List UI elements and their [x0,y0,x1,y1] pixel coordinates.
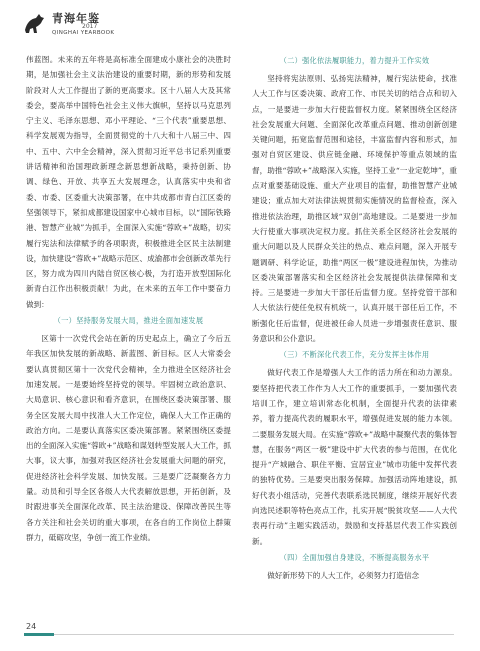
section-heading: （四）全面加强自身建设，不断提高服务水平 [279,552,430,562]
paragraph: 坚持将宪法原则、弘扬宪法精神，履行宪法使命，找准人大工作与区委决策、政府工作、市民关切的结合点和切入点，一是要进一步加大行使监督权力度。紧紧围绕全区经济社会发展重大问题、全面深化改革重点问题、推动创新创建关键问题，拓宽监督范围和途径，丰富监督内容和形式，加强对自贸区建设、供应链金融、环境保护等重点领域的监督，助推“蓉欧+”战略深入实施，坚持工业“一业定乾坤”，重点对重要基础设施、重大产业项目的监督，助推智慧产业城建设；重点加大对法律法规贯彻实施情况的监督检查，深入推进依法治理，助推区域“双创”高地建设。二是要进一步加大行使重大事项决定权力度。抓住关系全区经济社会发展的重大问题以及人民群众关注的热点、难点问题，深入开展专题调研、科学论证，助推“两区一极”建设进程加快，为推动区委决策部署落实和全区经济社会发展提供法律保障和支持。三是要进一步加大干部任后监督力度。坚持党管干部和人大依法行使任免权有机统一，认真开展干部任后工作，不断强化任后监督，促进被任命人员进一步增强责任意识、服务意识和公仆意识。 [252,74,457,344]
yearbook-subtitle: QINGHAI YEARBOOK [52,30,115,36]
paragraph: 伟蓝图。未来的五年将是高标准全面建成小康社会的决胜时期，是加强社会主义法治建设的重要时期，新的形势和发展阶段对人大工作提出了新的更高要求。区十八届人大及其常委会，要高举中国特色社会主义伟大旗帜，坚持以马克思列宁主义、毛泽东思想、邓小平理论、“三个代表”重要思想、科学发展观为指导，全面贯彻党的十八大和十八届三中、四中、五中、六中全会精神，深入贯彻习近平总书记系列重要讲话精神和治国理政新理念新思想新战略，秉持创新、协调、绿色、开放、共享五大发展理念，认真落实中央和省委、市委、区委重大决策部署，在中共成都市青白江区委的坚强领导下，紧扣成都建设国家中心城市目标，以“国际铁路港、智慧产业城”为抓手，全面深入实施“蓉欧+”战略，切实履行宪法和法律赋予的各项职责，积极推进全区民主法制建设，加快建设“蓉欧+”战略示范区、成渝都市会创新改革先行区，努力成为四川内陆自贸区核心极，为打造开放型国际化新青白江作出积极贡献！为此，在未来的五年工作中要奋力做到： [26,55,231,309]
yearbook-logo [22,8,132,42]
section-heading: （一）坚持服务发展大局，推进全面加速发展 [53,316,204,326]
paragraph: 区第十一次党代会站在新的历史起点上，确立了今后五年我区加快发展的新战略、新蓝图、新目标。区人大常委会要认真贯彻区第十一次党代会精神，全力推进全区经济社会加速发展。一是要始终坚持党的领导。牢固树立政治意识、大局意识、核心意识和看齐意识，在围绕区委决策部署、服务全区发展大局中找准人大工作定位，确保人大工作正确的政治方向。二是要认真落实区委决策部署。紧紧围绕区委提出的全面深入实施“蓉欧+”战略和谋划转型发展人大工作，抓大事，议大事，加强对我区经济社会发展重大问题的研究，促进经济社会科学发展、加快发展。三是要广泛凝聚各方力量。动员和引导全区各级人大代表解放思想，开拓创新，及时跟进事关全面深化改革、民主法治建设、保障改善民生等各方关注和社会关切的重大事项，在各自的工作岗位上群策群力，砥砺攻坚，争创一流工作业绩。 [26,334,231,542]
section-heading: （二）强化依法履职能力，着力提升工作实效 [279,56,430,65]
footer-accent [24,633,54,636]
right-column [252,52,457,583]
yearbook-title: 青海年鉴 [52,12,100,25]
paragraph: 做好新形势下的人大工作，必须努力打造信念 [267,570,420,580]
paragraph: 做好代表工作是增强人大工作的活力所在和动力源泉。要坚持把代表工作作为人大工作的重要抓手，一要加强代表培训工作，建立培训常态化机制，全面提升代表的法律素养，着力提高代表的履职水平，增强促进发展的能力本领。二要服务发展大局。在实施“蓉欧+”战略中凝聚代表的集体智慧，在服务“两区一极”建设中扩大代表的参与范围，在优化提升“产城融合、职住平衡、宜居宜业”城市功能中发挥代表的独特优势。三是要突出服务保障。加强活动阵地建设，抓好代表小组活动，完善代表联系选民制度，继续开展好代表向选民述职等特色亮点工作，扎实开展“脱贫攻坚——人大代表再行动”主题实践活动，鼓励和支持基层代表工作实践创新。 [252,368,457,546]
section-heading: （三）不断深化代表工作，充分发挥主体作用 [279,350,430,360]
page-header [0,0,480,46]
left-column [26,52,231,545]
yearbook-year: 2017 [82,23,98,30]
horse-logo-icon [22,10,48,36]
footer-divider [24,634,454,635]
page-number: 24 [26,622,37,631]
